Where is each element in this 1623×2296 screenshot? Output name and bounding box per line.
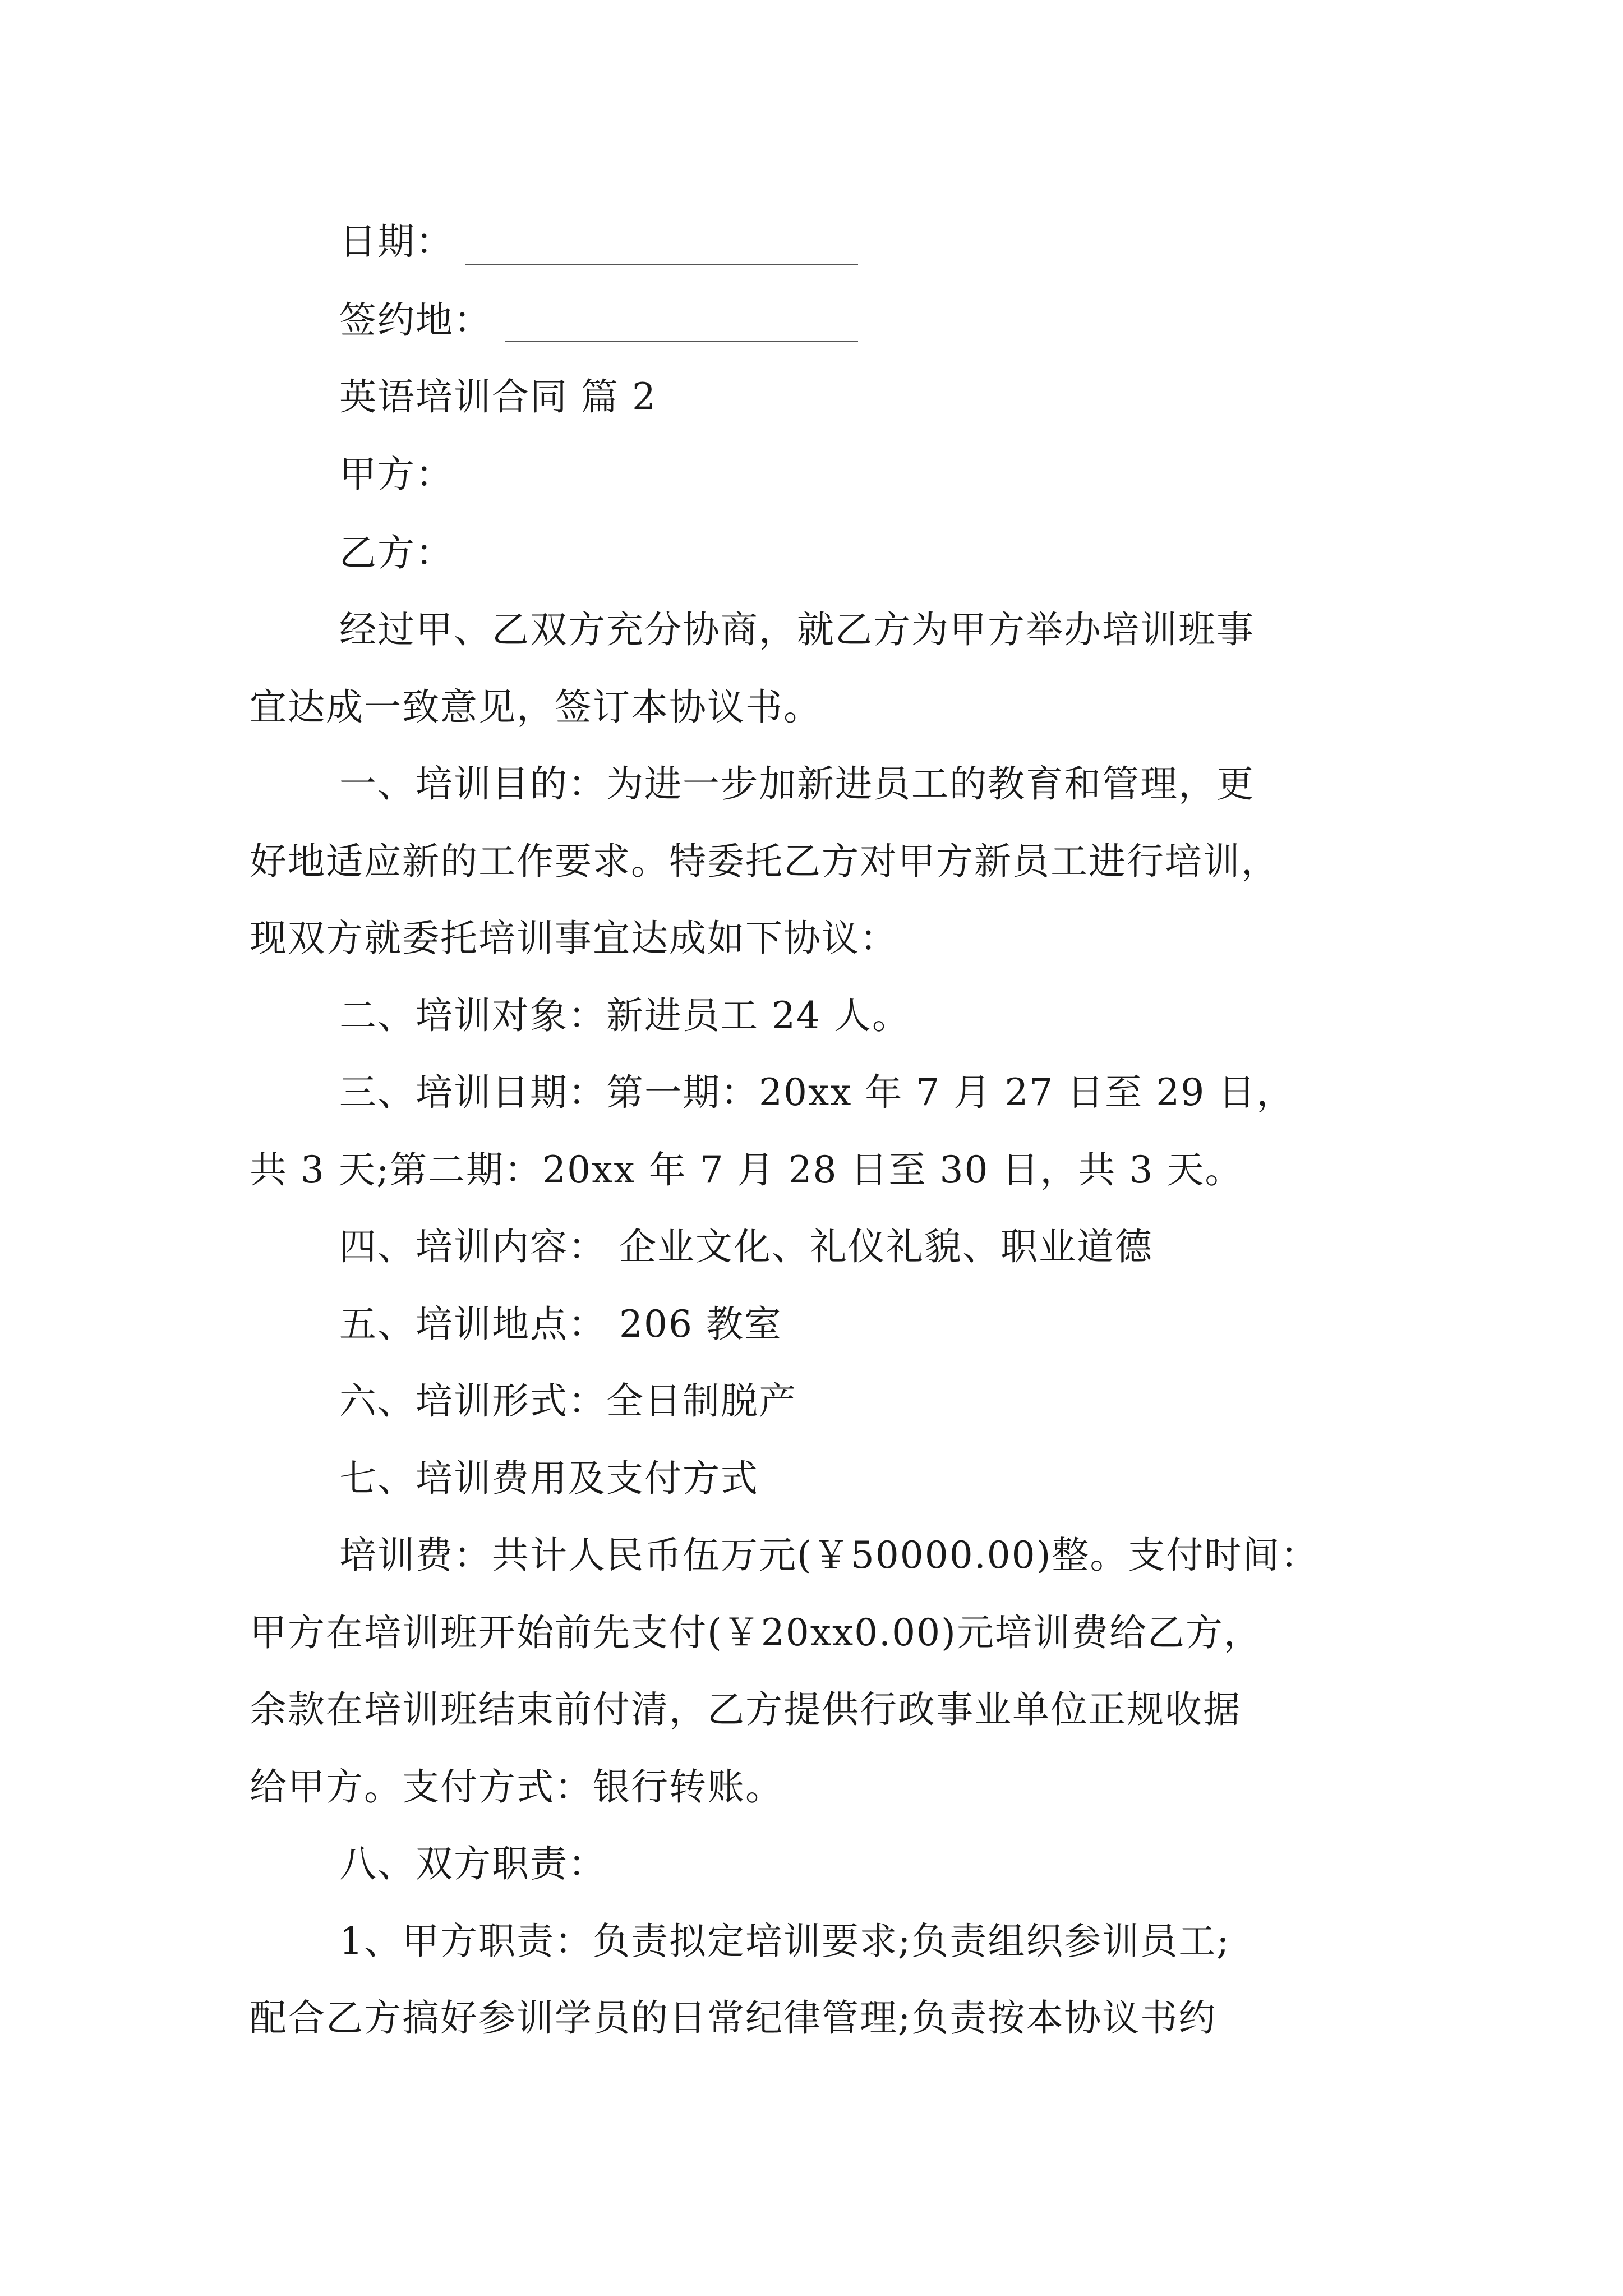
party-a-label: 甲方：: [339, 453, 454, 496]
clause-4: 四、培训内容： 企业文化、礼仪礼貌、职业道德: [339, 1225, 1153, 1268]
party-a-duties-line-2: 配合乙方搞好参训学员的日常纪律管理;负责按本协议书约: [250, 1996, 1217, 2040]
clause-1-line-3: 现双方就委托培训事宜达成如下协议：: [250, 917, 898, 960]
date-blank-line: [465, 264, 858, 265]
party-a-duties-line-1: 1、甲方职责：负责拟定培训要求;负责组织参训员工;: [339, 1920, 1230, 1963]
fee-paragraph-line-4: 给甲方。支付方式：银行转账。: [250, 1765, 783, 1809]
clause-1-line-1: 一、培训目的：为进一步加新进员工的教育和管理，更: [339, 762, 1255, 806]
clause-6: 六、培训形式：全日制脱产: [339, 1379, 797, 1423]
clause-7: 七、培训费用及支付方式: [339, 1457, 759, 1500]
clause-3-line-1: 三、培训日期：第一期：20xx 年 7 月 27 日至 29 日，: [339, 1071, 1295, 1114]
contract-section-title: 英语培训合同 篇 2: [339, 375, 657, 418]
clause-5: 五、培训地点： 206 教室: [339, 1303, 782, 1346]
signing-place-label: 签约地：: [339, 298, 492, 342]
clause-3-line-2: 共 3 天;第二期：20xx 年 7 月 28 日至 30 日，共 3 天。: [250, 1148, 1243, 1191]
date-label: 日期：: [339, 220, 454, 263]
fee-paragraph-line-1: 培训费：共计人民币伍万元(￥50000.00)整。支付时间：: [339, 1534, 1319, 1577]
party-b-label: 乙方：: [339, 531, 454, 574]
fee-paragraph-line-2: 甲方在培训班开始前先支付(￥20xx0.00)元培训费给乙方，: [250, 1611, 1262, 1654]
clause-1-line-2: 好地适应新的工作要求。特委托乙方对甲方新员工进行培训，: [250, 840, 1279, 883]
signing-place-blank-line: [505, 341, 858, 342]
clause-8: 八、双方职责：: [339, 1842, 606, 1885]
clause-2: 二、培训对象：新进员工 24 人。: [339, 994, 910, 1037]
intro-paragraph-line-1: 经过甲、乙双方充分协商，就乙方为甲方举办培训班事: [339, 608, 1255, 651]
fee-paragraph-line-3: 余款在培训班结束前付清，乙方提供行政事业单位正规收据: [250, 1688, 1241, 1731]
intro-paragraph-line-2: 宜达成一致意见，签订本协议书。: [250, 685, 822, 729]
